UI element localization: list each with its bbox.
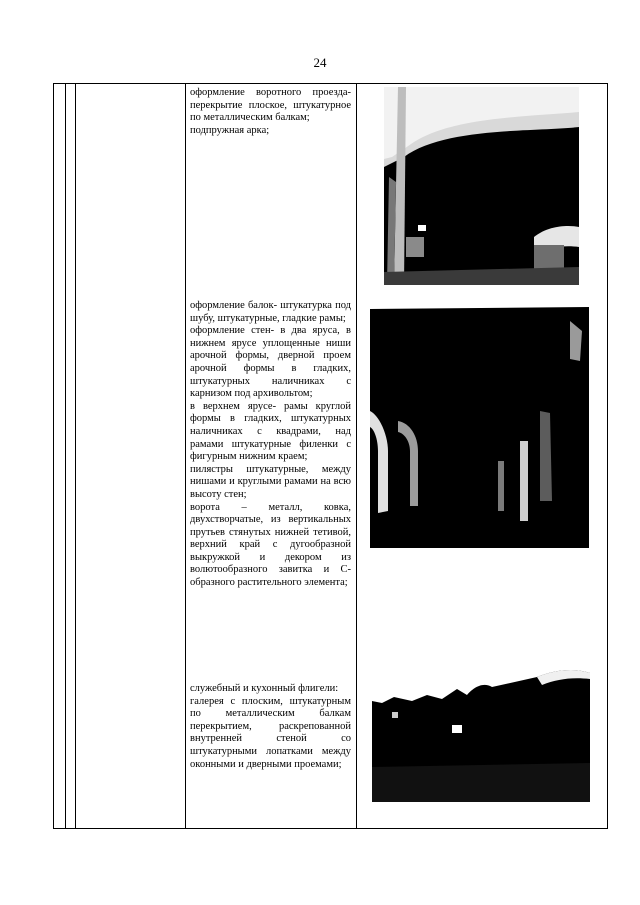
column-divider — [75, 84, 76, 828]
column-divider — [185, 84, 186, 828]
paragraph: подпружная арка; — [190, 124, 270, 136]
photo-service-wing — [372, 667, 590, 802]
paragraph: пилястры штукатурные, между нишами и круглыми рамами на всю высоту стен; — [190, 463, 351, 500]
row-1-description — [190, 87, 351, 137]
paragraph: служебный и кухонный флигели: — [190, 683, 339, 694]
photo-arched-niches — [370, 301, 589, 548]
paragraph: галерея с плоским, штукатурным по металлическим балкам перекрытием, раскрепованной внутренней стеной со штукатурными лопатками между оконными и дверными проемами; — [190, 695, 351, 770]
paragraph: оформление воротного проезда- перекрытие плоское, штукатурное по металлическим балкам; — [190, 87, 351, 124]
paragraph: оформление стен- в два яруса, в нижнем ярусе уплощенные ниши арочной формы, дверной проем арочной формы в гладких, штукатурных наличниках с карнизом под архивольтом; — [190, 325, 351, 400]
paragraph: в верхнем ярусе- рамы круглой формы в гладких, штукатурных наличниках с квадрами, над рамами штукатурные филенки с фигурным нижним краем; — [190, 400, 351, 463]
row-3-description — [190, 683, 351, 771]
monument-description-table — [53, 83, 608, 829]
paragraph: оформление балок- штукатурка под шубу, штукатурные, гладкие рамы; — [190, 300, 351, 324]
column-divider — [65, 84, 66, 828]
page-number: 24 — [313, 55, 327, 70]
paragraph: ворота – металл, ковка, двухстворчатые, из вертикальных прутьев стянутых нижней тетивой, верхний край с дугообразной выкружкой и декором из волютообразного завитка и С-образного растительного элемента; — [190, 501, 351, 589]
row-2-description — [190, 300, 351, 590]
column-divider — [356, 84, 357, 828]
photo-gateway-arch — [384, 87, 579, 285]
